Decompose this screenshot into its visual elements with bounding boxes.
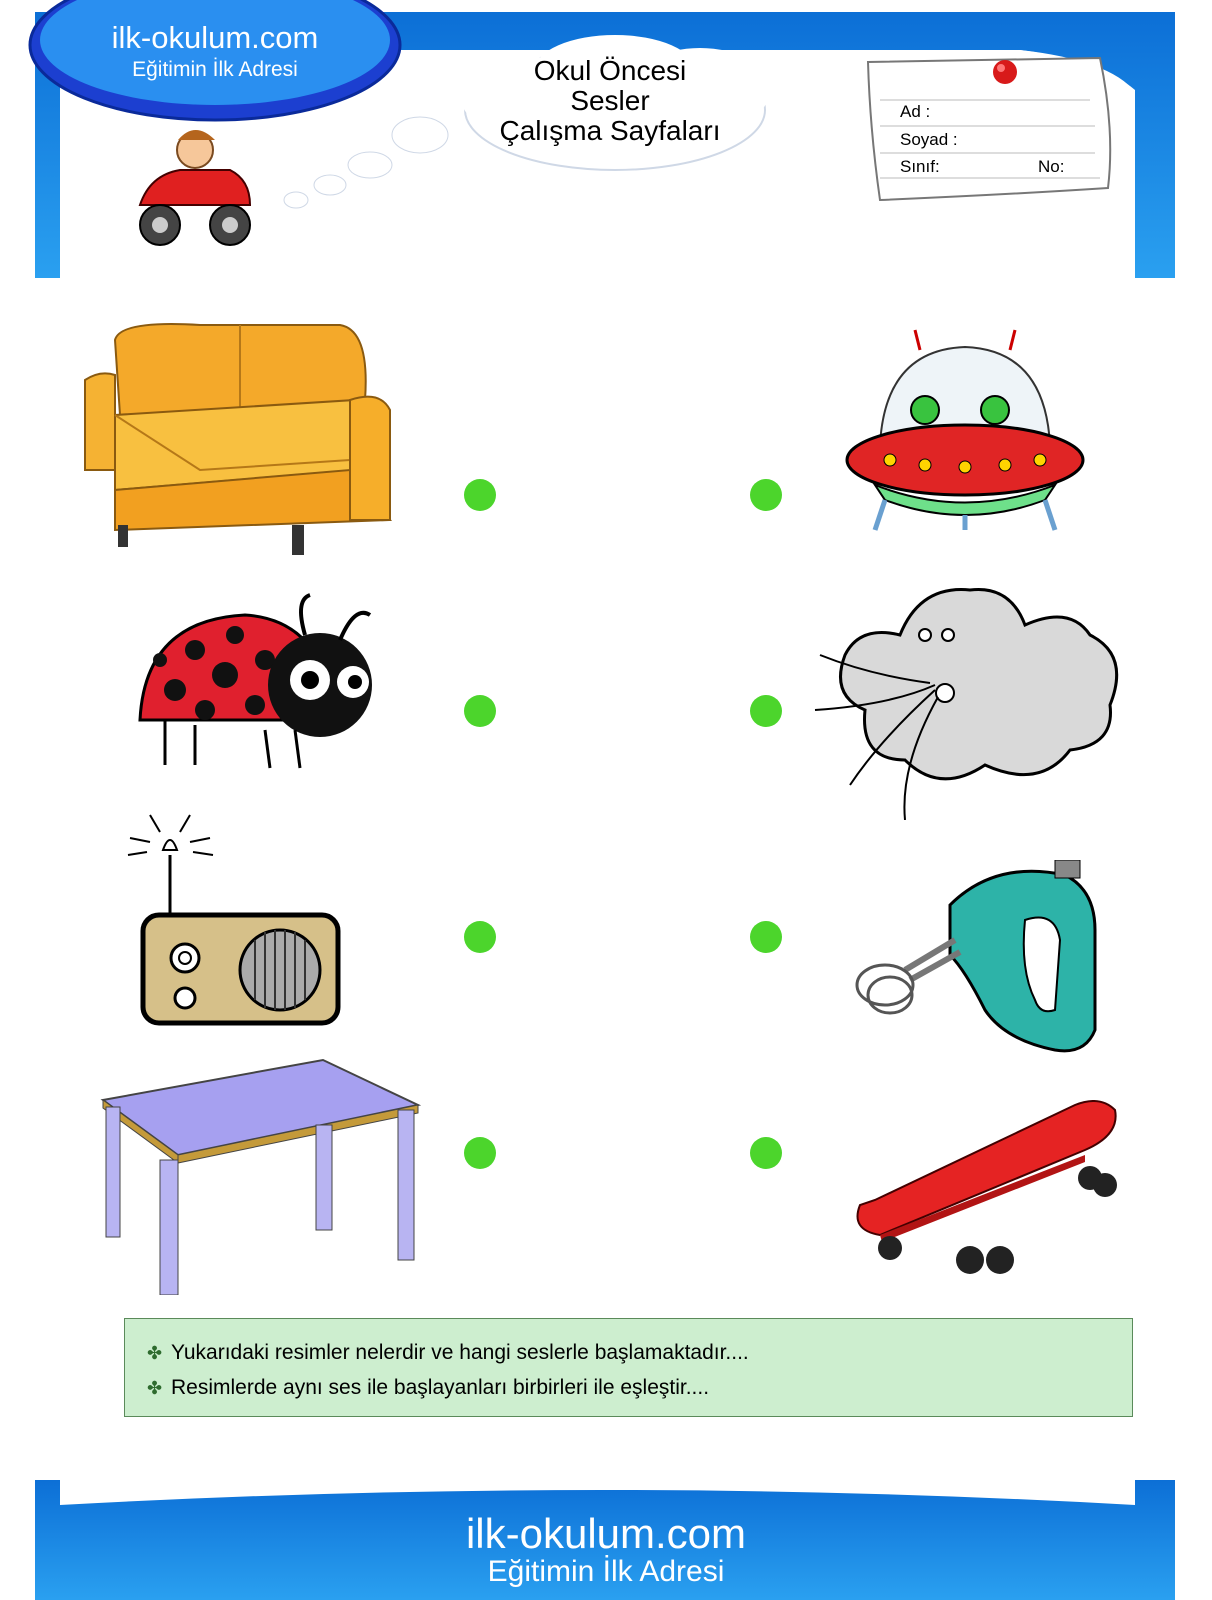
class-label: Sınıf: bbox=[900, 157, 940, 176]
header-site-name: ilk-okulum.com bbox=[111, 20, 319, 55]
title-line-2: Sesler bbox=[570, 85, 650, 116]
name-card bbox=[868, 58, 1110, 200]
right-match-dot-1[interactable] bbox=[750, 479, 782, 511]
left-match-dot-3[interactable] bbox=[464, 921, 496, 953]
instruction-1: ✤ Yukarıdaki resimler nelerdir ve hangi seslerle başlamaktadır.... bbox=[147, 1341, 749, 1364]
right-match-dot-2[interactable] bbox=[750, 695, 782, 727]
page-title bbox=[470, 56, 750, 146]
right-match-dot-3[interactable] bbox=[750, 921, 782, 953]
footer-site-name: ilk-okulum.com bbox=[465, 1510, 747, 1557]
right-match-dot-4[interactable] bbox=[750, 1137, 782, 1169]
wind-cloud-icon bbox=[810, 575, 1130, 820]
ufo-icon bbox=[845, 325, 1085, 540]
title-line-3: Çalışma Sayfaları bbox=[499, 115, 721, 146]
clover-icon: ✤ bbox=[147, 1378, 163, 1398]
header-site-tagline: Eğitimin İlk Adresi bbox=[132, 58, 298, 81]
sofa-icon bbox=[80, 320, 400, 560]
mixer-icon bbox=[855, 860, 1110, 1060]
left-match-dot-1[interactable] bbox=[464, 479, 496, 511]
ladybug-icon bbox=[135, 590, 380, 780]
skateboard-icon bbox=[850, 1100, 1130, 1290]
name-label: Ad : bbox=[900, 102, 931, 121]
instruction-2: ✤ Resimlerde aynı ses ile başlayanları birbirleri ile eşleştir.... bbox=[147, 1376, 710, 1399]
surname-label: Soyad : bbox=[900, 130, 958, 149]
footer-site-tagline: Eğitimin İlk Adresi bbox=[487, 1555, 725, 1588]
left-match-dot-4[interactable] bbox=[464, 1137, 496, 1169]
radio-icon bbox=[125, 810, 355, 1030]
instructions-box bbox=[124, 1318, 1133, 1417]
clover-icon: ✤ bbox=[147, 1343, 163, 1363]
number-label: No: bbox=[1038, 157, 1065, 176]
left-match-dot-2[interactable] bbox=[464, 695, 496, 727]
title-line-1: Okul Öncesi bbox=[533, 55, 687, 86]
table-icon bbox=[98, 1055, 428, 1295]
